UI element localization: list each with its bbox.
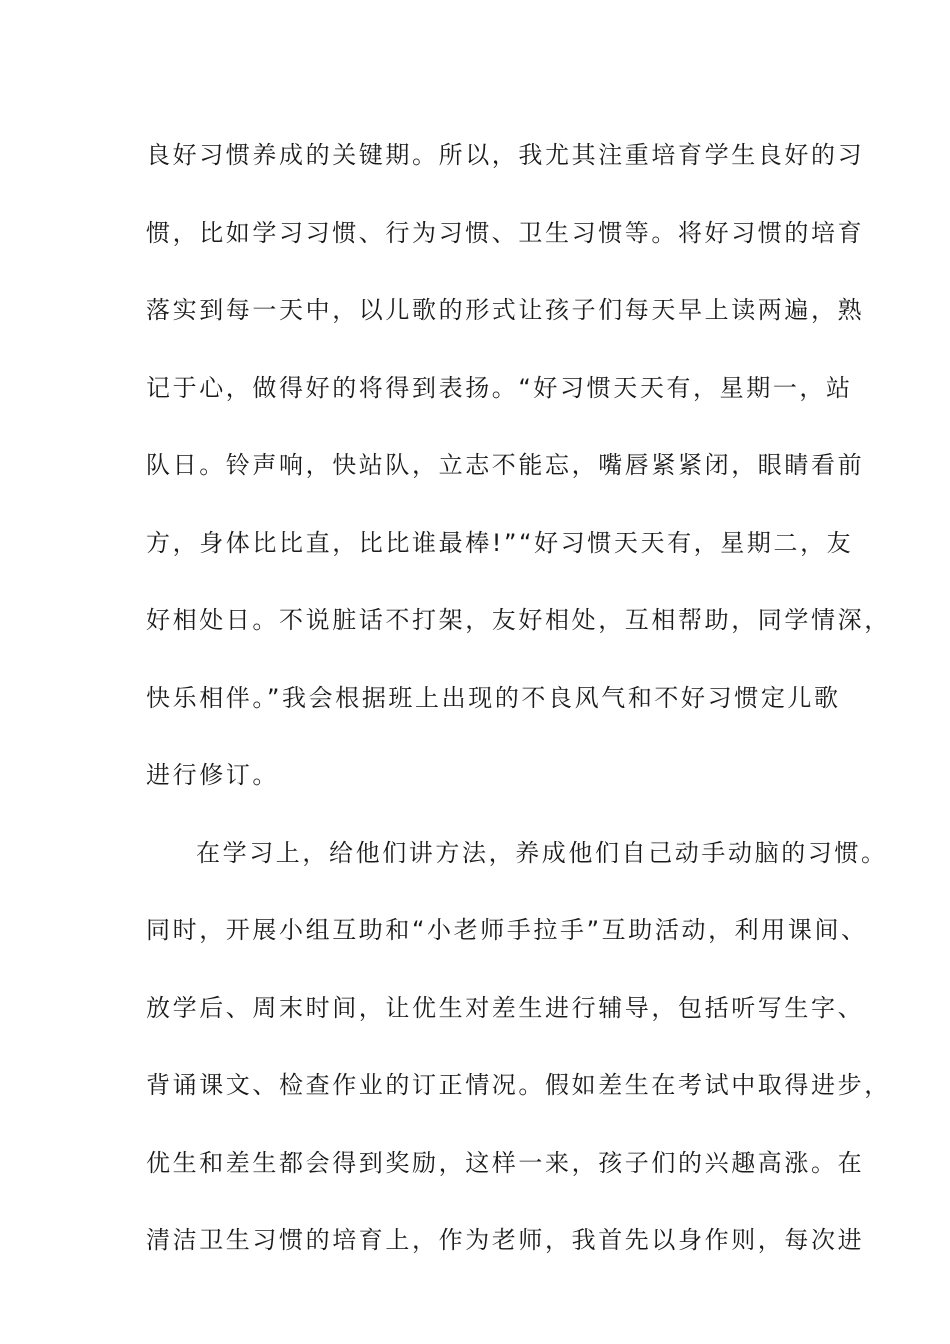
body-text	[146, 128, 891, 1291]
text-line: 清洁卫生习惯的培育上，作为老师，我首先以身作则，每次进	[146, 1226, 865, 1254]
text-line: 落实到每一天中，以儿歌的形式让孩子们每天早上读两遍，熟	[146, 296, 865, 324]
text-line: 在学习上，给他们讲方法，养成他们自己动手动脑的习惯。	[196, 838, 888, 867]
text-line: 进行修订。	[146, 761, 279, 789]
paragraph	[146, 826, 891, 1291]
paragraph	[146, 128, 891, 826]
text-line: 惯，比如学习习惯、行为习惯、卫生习惯等。将好习惯的培育	[146, 218, 865, 247]
text-line: 放学后、周末时间，让优生对差生进行辅导，包括听写生字、	[146, 993, 865, 1022]
text-line: 记于心，做得好的将得到表扬。“好习惯天天有，星期一，站	[146, 373, 853, 402]
text-line: 优生和差生都会得到奖励，这样一来，孩子们的兴趣高涨。在	[146, 1148, 865, 1177]
text-line: 方，身体比比直，比比谁最棒!”“好习惯天天有，星期二，友	[146, 528, 854, 557]
text-line: 背诵课文、检查作业的订正情况。假如差生在考试中取得进步，	[146, 1071, 891, 1099]
text-line: 快乐相伴。”我会根据班上出现的不良风气和不好习惯定儿歌	[146, 683, 841, 712]
text-line: 良好习惯养成的关键期。所以，我尤其注重培育学生良好的习	[146, 141, 865, 169]
text-line: 同时，开展小组互助和“小老师手拉手”互助活动，利用课间、	[146, 916, 868, 944]
text-line: 好相处日。不说脏话不打架，友好相处，互相帮助，同学情深，	[146, 606, 891, 634]
text-line: 队日。铃声响，快站队，立志不能忘，嘴唇紧紧闭，眼睛看前	[146, 451, 865, 479]
